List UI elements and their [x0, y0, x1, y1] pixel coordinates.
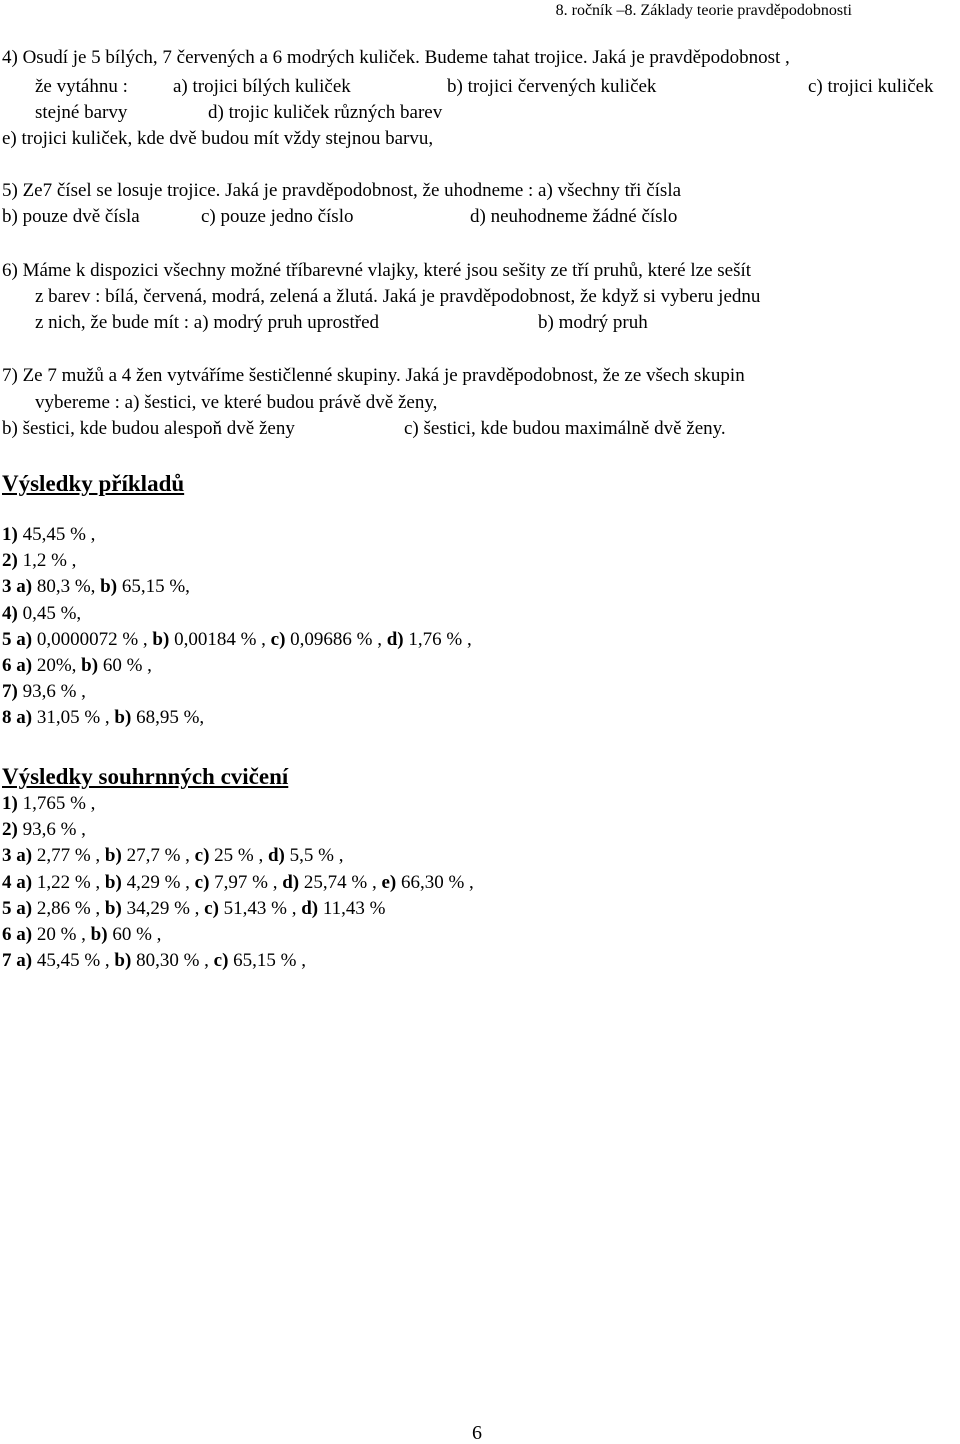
result-value: 60 % , — [98, 655, 152, 676]
result-label: d) — [301, 897, 319, 919]
result-value: 1,22 % , — [32, 871, 105, 893]
problem-4-line-3a: stejné barvy — [35, 102, 128, 123]
result-value: 4,29 % , — [121, 871, 195, 893]
summary-results-heading: Výsledky souhrnných cvičení — [2, 764, 289, 789]
result-row — [2, 550, 76, 572]
result-label: 6 a) — [2, 924, 33, 945]
problem-6-line-1: 6) Máme k dispozici všechny možné tříbarevné vlajky, které jsou sešity ze tří pruhů, které lze sešít — [2, 260, 752, 281]
result-label: b) — [81, 655, 99, 676]
result-row — [2, 655, 152, 677]
result-value: 65,15 % , — [228, 950, 306, 972]
result-value: 45,45 % , — [17, 524, 96, 545]
result-value: 0,00184 % , — [169, 628, 271, 650]
result-row — [2, 898, 386, 920]
result-value: 34,29 % , — [121, 897, 205, 919]
problem-7-option-b: b) šestici, kde budou alespoň dvě ženy — [2, 418, 295, 439]
page-number: 6 — [472, 1422, 482, 1444]
result-label: 7 a) — [2, 950, 33, 972]
problem-4-option-d: d) trojic kuliček různých barev — [208, 102, 443, 123]
result-label: 7) — [2, 681, 18, 703]
result-label: 6 a) — [2, 655, 33, 676]
result-row — [2, 629, 472, 651]
results-heading: Výsledky příkladů — [2, 471, 185, 496]
result-label: b) — [104, 845, 122, 867]
problem-5-line-1: 5) Ze7 čísel se losuje trojice. Jaká je pravděpodobnost, že uhodneme : a) všechny tři čísla — [2, 180, 682, 201]
result-value: 68,95 %, — [131, 707, 205, 729]
result-label: c) — [204, 897, 219, 919]
result-label: b) — [104, 871, 122, 893]
result-label: e) — [381, 871, 397, 893]
result-value: 2,86 % , — [32, 897, 105, 919]
result-label: 1) — [2, 524, 18, 545]
result-row — [2, 793, 95, 815]
result-value: 1,765 % , — [17, 793, 96, 814]
result-value: 5,5 % , — [284, 845, 344, 867]
result-label: 1) — [2, 793, 18, 814]
result-value: 93,6 % , — [17, 681, 86, 703]
problem-4-option-e: e) trojici kuliček, kde dvě budou mít vždy stejnou barvu, — [2, 128, 434, 149]
result-label: d) — [267, 845, 285, 867]
problem-4-line-1: 4) Osudí je 5 bílých, 7 červených a 6 modrých kuliček. Budeme tahat trojice. Jaká je pravděpodobnost , — [2, 47, 790, 68]
result-row — [2, 524, 95, 546]
result-value: 0,0000072 % , — [32, 628, 153, 650]
result-value: 11,43 % — [318, 897, 386, 919]
result-value: 1,2 % , — [17, 550, 77, 572]
problem-4-line-2a: že vytáhnu : — [35, 76, 128, 97]
result-label: 5 a) — [2, 897, 33, 919]
result-value: 31,05 % , — [32, 707, 115, 729]
result-label: 8 a) — [2, 707, 33, 729]
problem-4-option-c: c) trojici kuliček — [808, 76, 934, 97]
result-label: c) — [213, 950, 229, 972]
result-value: 27,7 % , — [121, 845, 195, 867]
result-value: 25 % , — [209, 845, 268, 867]
result-label: b) — [152, 628, 170, 650]
result-label: 2) — [2, 819, 18, 841]
result-label: b) — [114, 707, 132, 729]
result-value: 45,45 % , — [32, 950, 115, 972]
result-label: c) — [194, 871, 210, 893]
problem-7-option-c: c) šestici, kde budou maximálně dvě ženy. — [404, 418, 726, 439]
result-label: c) — [270, 628, 286, 650]
result-value: 80,30 % , — [131, 950, 214, 972]
result-label: b) — [114, 950, 132, 972]
result-value: 65,15 %, — [117, 576, 190, 598]
problem-7-line-1: 7) Ze 7 mužů a 4 žen vytváříme šestičlenné skupiny. Jaká je pravděpodobnost, že ze všech skupin — [2, 365, 745, 386]
result-value: 66,30 % , — [396, 871, 474, 893]
result-value: 2,77 % , — [32, 845, 105, 867]
result-row — [2, 681, 86, 703]
result-value: 51,43 % , — [218, 897, 302, 919]
result-value: 20%, — [32, 655, 82, 676]
problem-6-line-2: z barev : bílá, červená, modrá, zelená a žlutá. Jaká je pravděpodobnost, že když si vyberu jednu — [35, 286, 761, 307]
problem-5-option-b: b) pouze dvě čísla — [2, 206, 140, 227]
result-label: 3 a) — [2, 576, 33, 598]
result-label: c) — [194, 845, 210, 867]
result-row — [2, 603, 81, 625]
problem-4-option-a: a) trojici bílých kuliček — [173, 76, 351, 97]
result-value: 93,6 % , — [17, 819, 86, 841]
problem-7-option-a: vybereme : a) šestici, ve které budou právě dvě ženy, — [35, 392, 438, 413]
result-value: 0,45 %, — [17, 602, 82, 624]
result-value: 20 % , — [32, 924, 91, 945]
result-row — [2, 924, 161, 946]
result-label: 4 a) — [2, 871, 33, 893]
result-value: 0,09686 % , — [285, 628, 387, 650]
problem-5-option-c: c) pouze jedno číslo — [201, 206, 354, 227]
result-label: 5 a) — [2, 628, 33, 650]
page-header: 8. ročník –8. Základy teorie pravděpodobnosti — [555, 2, 852, 19]
result-label: d) — [282, 871, 300, 893]
result-label: b) — [104, 897, 122, 919]
result-value: 60 % , — [107, 924, 162, 945]
result-value: 1,76 % , — [403, 628, 472, 650]
result-value: 80,3 %, — [32, 576, 101, 598]
result-label: b) — [90, 924, 108, 945]
result-row — [2, 707, 204, 729]
result-value: 25,74 % , — [299, 871, 382, 893]
result-label: 4) — [2, 602, 18, 624]
result-label: d) — [386, 628, 404, 650]
result-row — [2, 576, 190, 598]
problem-6-option-b: b) modrý pruh — [538, 312, 648, 333]
result-row — [2, 872, 474, 894]
result-row — [2, 950, 306, 972]
result-label: b) — [100, 576, 118, 598]
result-row — [2, 819, 86, 841]
result-value: 7,97 % , — [209, 871, 283, 893]
result-row — [2, 845, 343, 867]
problem-6-option-a: z nich, že bude mít : a) modrý pruh uprostřed — [35, 312, 380, 333]
result-label: 2) — [2, 550, 18, 572]
result-label: 3 a) — [2, 845, 33, 867]
problem-4-option-b: b) trojici červených kuliček — [447, 76, 657, 97]
problem-5-option-d: d) neuhodneme žádné číslo — [470, 206, 678, 227]
